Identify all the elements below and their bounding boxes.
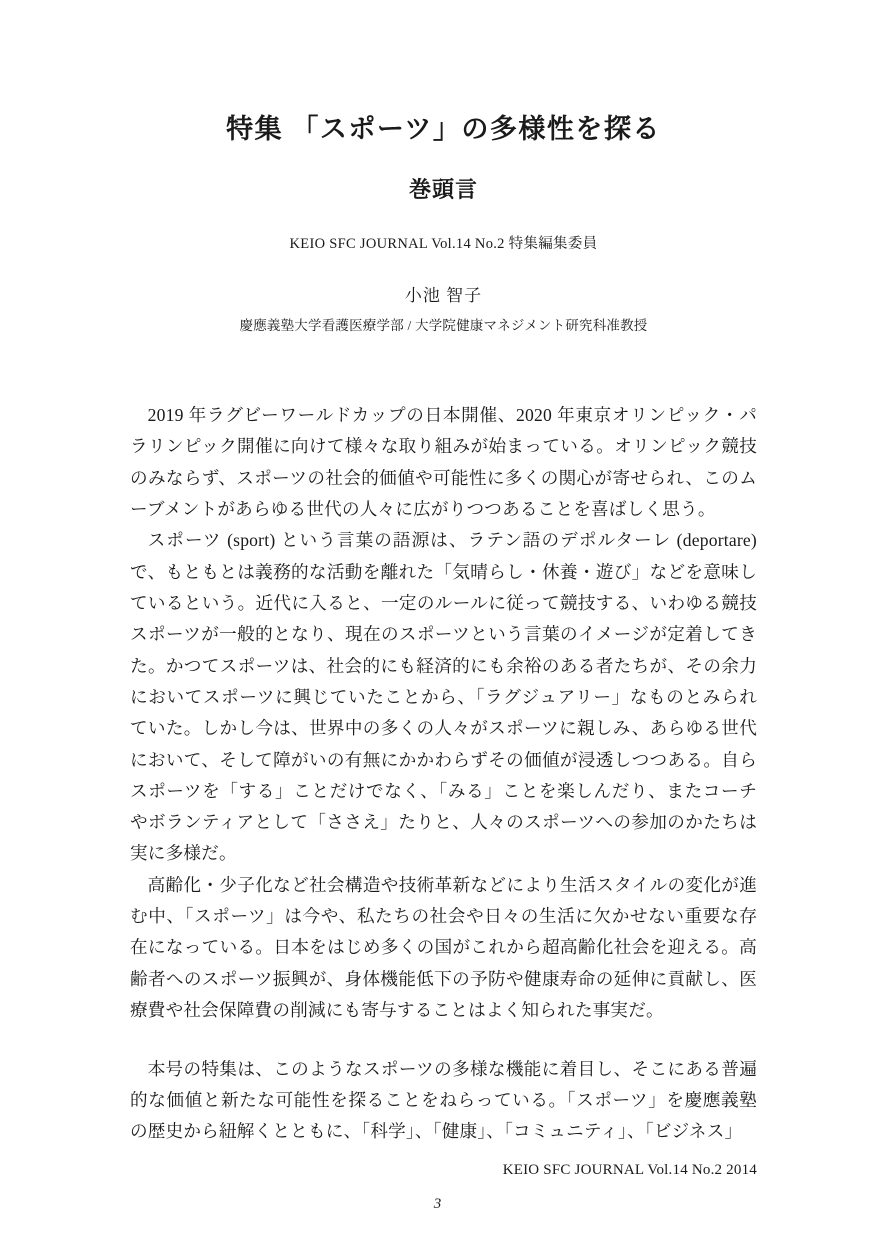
page-number: 3 [433,1196,442,1212]
author-affiliation: 慶應義塾大学看護医療学部 / 大学院健康マネジメント研究科准教授 [239,318,648,334]
editorial-committee-line: KEIO SFC JOURNAL Vol.14 No.2 特集編集委員 [289,236,598,253]
page-content [130,112,757,1148]
body-paragraph: 本号の特集は、このようなスポーツの多様な機能に着目し、そこにある普遍的な価値と新たな可能性を探ることをねらっている。「スポーツ」を慶應義塾の歴史から紐解くとともに、「科学」、「健康」、「コミュニティ」、「ビジネス」 [130,1058,757,1142]
page-subtitle: 巻頭言 [408,177,478,203]
body-paragraph: 高齢化・少子化など社会構造や技術革新などにより生活スタイルの変化が進む中、「スポーツ」は今や、私たちの社会や日々の生活に欠かせない重要な存在になっている。日本をはじめ多くの国がこれから超高齢化社会を迎える。高齢者へのスポーツ振興が、身体機能低下の予防や健康寿命の延伸に貢献し、医療費や社会保障費の削減にも寄与することはよく知られた事実だ。 [130,874,757,1021]
footer-journal-line: KEIO SFC JOURNAL Vol.14 No.2 2014 [502,1162,757,1178]
body-paragraph: 2019 年ラグビーワールドカップの日本開催、2020 年東京オリンピック・パラリンピック開催に向けて様々な取り組みが始まっている。オリンピック競技のみならず、スポーツの社会的価値や可能性に多くの関心が寄せられ、このムーブメントがあらゆる世代の人々に広がりつつあることを喜ばしく思う。 [130,405,757,520]
page-title: 特集 「スポーツ」の多様性を探る [226,114,661,144]
author-name: 小池 智子 [404,286,483,306]
article-body [130,400,757,1147]
body-paragraph: スポーツ (sport) という言葉の語源は、ラテン語のデポルターレ (deportare) で、もともとは義務的な活動を離れた「気晴らし・休養・遊び」などを意味しているという。近代に入ると、一定のルールに従って競技する、いわゆる競技スポーツが一般的となり、現在のスポーツという言葉のイメージが定着してきた。かつてスポーツは、社会的にも経済的にも余裕のある者たちが、その余力においてスポーツに興じていたことから、「ラグジュアリー」なものとみられていた。しかし今は、世界中の多くの人々がスポーツに親しみ、あらゆる世代において、そして障がいの有無にかかわらずその価値が浸透しつつある。自らスポーツを「する」ことだけでなく、「みる」ことを楽しんだり、またコーチやボランティアとして「ささえ」たりと、人々のスポーツへの参加のかたちは実に多様だ。 [130,530,757,864]
